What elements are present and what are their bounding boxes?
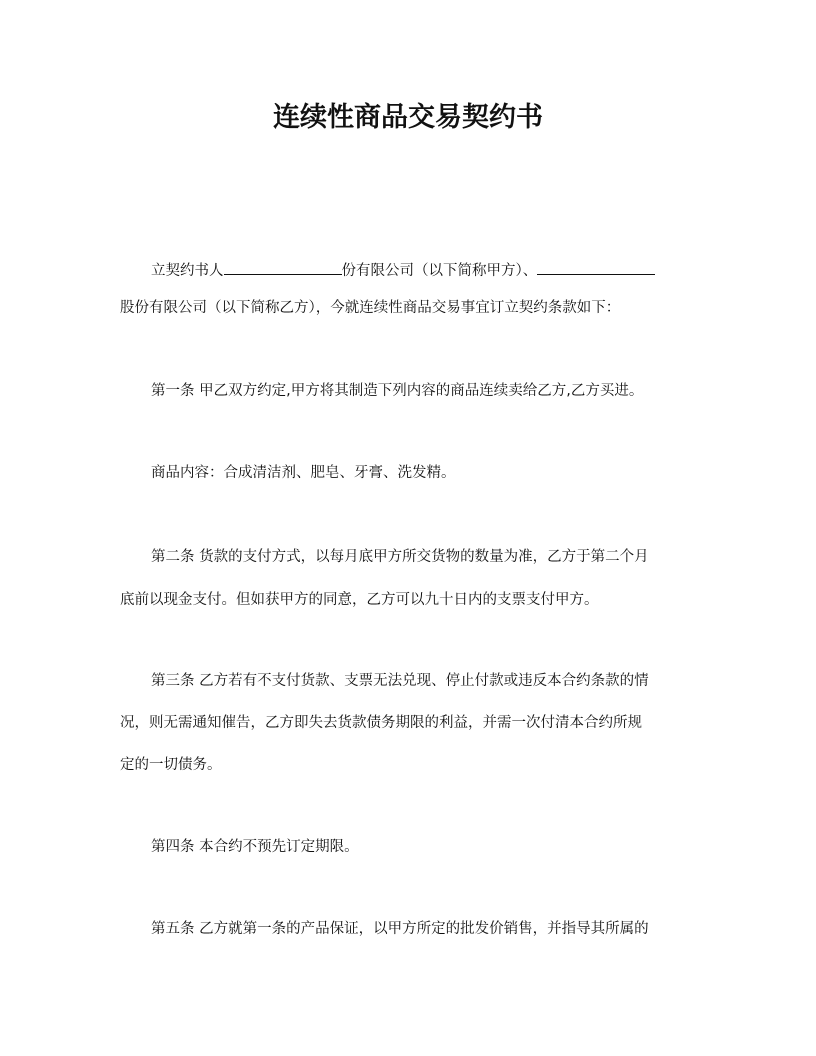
article-1-goods: 商品内容：合成清洁剂、肥皂、牙膏、洗发精。: [151, 465, 456, 481]
party-a-blank: [224, 257, 342, 275]
document-title: 连续性商品交易契约书: [273, 102, 543, 133]
article-2-line-1: 第二条 货款的支付方式，以每月底甲方所交货物的数量为准，乙方于第二个月: [151, 549, 649, 565]
intro-line-1-part-1: 立契约书人: [151, 263, 224, 279]
article-5-line-1: 第五条 乙方就第一条的产品保证，以甲方所定的批发价销售，并指导其所属的: [151, 921, 649, 937]
article-3-line-2: 况，则无需通知催告，乙方即失去货款债务期限的利益，并需一次付清本合约所规: [120, 715, 642, 731]
article-4-line-1: 第四条 本合约不预先订定期限。: [151, 839, 359, 855]
intro-line-2: 股份有限公司（以下简称乙方），今就连续性商品交易事宜订立契约条款如下：: [120, 300, 621, 316]
intro-line-1-part-2: 份有限公司（以下简称甲方）、: [341, 263, 538, 279]
intro-line-1: [151, 257, 655, 281]
article-3-line-3: 定的一切债务。: [120, 757, 222, 773]
article-1-line-1: 第一条 甲乙双方约定,甲方将其制造下列内容的商品连续卖给乙方,乙方买进。: [151, 383, 644, 399]
article-2-line-2: 底前以现金支付。但如获甲方的同意，乙方可以九十日内的支票支付甲方。: [120, 592, 599, 608]
party-b-blank: [537, 257, 655, 275]
article-3-line-1: 第三条 乙方若有不支付货款、支票无法兑现、停止付款或违反本合约条款的情: [151, 673, 649, 689]
